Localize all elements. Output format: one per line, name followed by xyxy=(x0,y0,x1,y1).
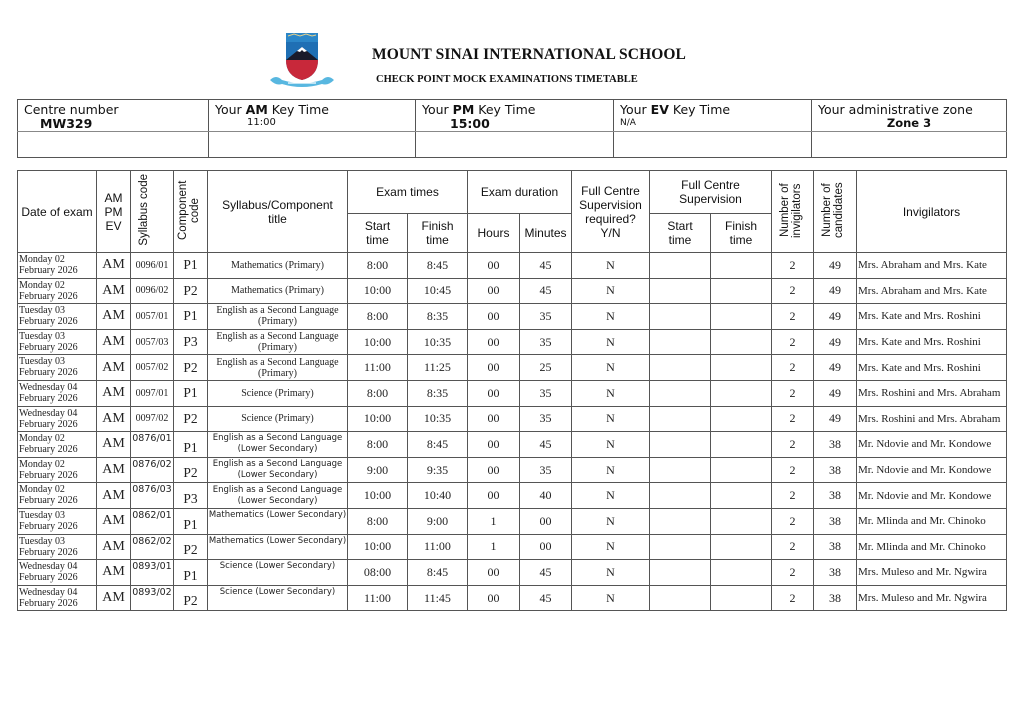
component-title: English as a Second Language (Primary) xyxy=(208,329,348,355)
start-time: 11:00 xyxy=(348,585,408,611)
centre-number-cell xyxy=(18,100,209,132)
component-code: P1 xyxy=(174,560,208,586)
duration-hours: 00 xyxy=(468,432,520,458)
finish-time: 9:00 xyxy=(408,508,468,534)
exam-date: Monday 02 February 2026 xyxy=(18,457,97,483)
school-name: MOUNT SINAI INTERNATIONAL SCHOOL xyxy=(372,46,686,63)
session: AM xyxy=(97,560,131,586)
fcs-start-time xyxy=(650,355,711,381)
finish-time: 11:45 xyxy=(408,585,468,611)
component-code: P1 xyxy=(174,508,208,534)
start-time: 10:00 xyxy=(348,278,408,304)
syllabus-code: 0862/02 xyxy=(131,534,174,560)
header-fcs-finish-time: Finish time xyxy=(711,214,772,253)
header-finish-time: Finish time xyxy=(408,214,468,253)
syllabus-code: 0862/01 xyxy=(131,508,174,534)
component-title: Science (Lower Secondary) xyxy=(208,585,348,611)
session: AM xyxy=(97,329,131,355)
candidate-count: 38 xyxy=(814,457,857,483)
component-title: English as a Second Language (Lower Secondary) xyxy=(208,483,348,509)
syllabus-code: 0057/02 xyxy=(131,355,174,381)
table-row xyxy=(18,560,1007,586)
session: AM xyxy=(97,508,131,534)
am-key-time-label: Your AM Key Time xyxy=(215,102,329,117)
table-row xyxy=(18,508,1007,534)
syllabus-code: 0097/02 xyxy=(131,406,174,432)
fcs-finish-time xyxy=(711,304,772,330)
table-row xyxy=(18,380,1007,406)
table-row xyxy=(18,432,1007,458)
invigilator-names: Mr. Ndovie and Mr. Kondowe xyxy=(857,457,1007,483)
component-title: Mathematics (Primary) xyxy=(208,253,348,279)
duration-minutes: 35 xyxy=(520,380,572,406)
duration-hours: 00 xyxy=(468,457,520,483)
table-row xyxy=(18,534,1007,560)
exam-date: Monday 02 February 2026 xyxy=(18,253,97,279)
session: AM xyxy=(97,585,131,611)
full-centre-supervision-flag: N xyxy=(572,534,650,560)
start-time: 8:00 xyxy=(348,508,408,534)
duration-minutes: 35 xyxy=(520,457,572,483)
finish-time: 10:35 xyxy=(408,329,468,355)
candidate-count: 49 xyxy=(814,380,857,406)
am-key-time-cell xyxy=(209,100,416,132)
header-hours: Hours xyxy=(468,214,520,253)
start-time: 10:00 xyxy=(348,483,408,509)
header-num-candidates: Number of candidates xyxy=(814,171,857,253)
duration-hours: 1 xyxy=(468,534,520,560)
invigilator-count: 2 xyxy=(772,278,814,304)
admin-zone-label: Your administrative zone xyxy=(818,102,973,117)
finish-time: 8:35 xyxy=(408,304,468,330)
full-centre-supervision-flag: N xyxy=(572,483,650,509)
fcs-finish-time xyxy=(711,483,772,509)
pm-key-time-cell xyxy=(416,100,614,132)
full-centre-supervision-flag: N xyxy=(572,380,650,406)
duration-hours: 00 xyxy=(468,304,520,330)
session: AM xyxy=(97,483,131,509)
header-invigilators: Invigilators xyxy=(857,171,1007,253)
duration-minutes: 00 xyxy=(520,534,572,560)
finish-time: 8:35 xyxy=(408,380,468,406)
admin-zone-cell xyxy=(812,100,1007,132)
full-centre-supervision-flag: N xyxy=(572,355,650,381)
fcs-start-time xyxy=(650,432,711,458)
table-row xyxy=(18,355,1007,381)
admin-zone-value: Zone 3 xyxy=(886,116,932,130)
session: AM xyxy=(97,355,131,381)
invigilator-count: 2 xyxy=(772,560,814,586)
blank-cell xyxy=(614,132,812,158)
session: AM xyxy=(97,278,131,304)
invigilator-names: Mrs. Roshini and Mrs. Abraham xyxy=(857,380,1007,406)
table-row xyxy=(18,406,1007,432)
component-code: P2 xyxy=(174,406,208,432)
blank-cell xyxy=(18,132,209,158)
fcs-finish-time xyxy=(711,457,772,483)
fcs-finish-time xyxy=(711,585,772,611)
duration-minutes: 35 xyxy=(520,406,572,432)
component-title: Mathematics (Primary) xyxy=(208,278,348,304)
full-centre-supervision-flag: N xyxy=(572,253,650,279)
invigilator-count: 2 xyxy=(772,329,814,355)
component-title: Mathematics (Lower Secondary) xyxy=(208,534,348,560)
exam-timetable xyxy=(17,170,1007,611)
start-time: 10:00 xyxy=(348,406,408,432)
candidate-count: 49 xyxy=(814,406,857,432)
invigilator-names: Mrs. Muleso and Mr. Ngwira xyxy=(857,585,1007,611)
duration-hours: 00 xyxy=(468,355,520,381)
finish-time: 10:35 xyxy=(408,406,468,432)
invigilator-count: 2 xyxy=(772,483,814,509)
table-row xyxy=(18,278,1007,304)
session: AM xyxy=(97,380,131,406)
header-minutes: Minutes xyxy=(520,214,572,253)
full-centre-supervision-flag: N xyxy=(572,560,650,586)
exam-date: Tuesday 03 February 2026 xyxy=(18,355,97,381)
finish-time: 9:35 xyxy=(408,457,468,483)
fcs-start-time xyxy=(650,585,711,611)
invigilator-names: Mrs. Kate and Mrs. Roshini xyxy=(857,329,1007,355)
duration-hours: 00 xyxy=(468,329,520,355)
finish-time: 11:25 xyxy=(408,355,468,381)
candidate-count: 49 xyxy=(814,304,857,330)
fcs-start-time xyxy=(650,278,711,304)
finish-time: 8:45 xyxy=(408,560,468,586)
start-time: 10:00 xyxy=(348,534,408,560)
header-full-centre-supervision: Full Centre Supervision xyxy=(650,171,772,214)
component-code: P2 xyxy=(174,534,208,560)
finish-time: 8:45 xyxy=(408,432,468,458)
header-fcs-start-time: Start time xyxy=(650,214,711,253)
start-time: 11:00 xyxy=(348,355,408,381)
fcs-start-time xyxy=(650,560,711,586)
invigilator-count: 2 xyxy=(772,406,814,432)
syllabus-code: 0096/02 xyxy=(131,278,174,304)
syllabus-code: 0057/03 xyxy=(131,329,174,355)
fcs-start-time xyxy=(650,304,711,330)
full-centre-supervision-flag: N xyxy=(572,329,650,355)
syllabus-code: 0876/01 xyxy=(131,432,174,458)
centre-info-table xyxy=(17,99,1007,158)
component-title: English as a Second Language (Lower Secondary) xyxy=(208,457,348,483)
header-date: Date of exam xyxy=(18,171,97,253)
fcs-finish-time xyxy=(711,534,772,560)
duration-minutes: 45 xyxy=(520,253,572,279)
full-centre-supervision-flag: N xyxy=(572,508,650,534)
duration-minutes: 45 xyxy=(520,432,572,458)
candidate-count: 49 xyxy=(814,355,857,381)
component-code: P2 xyxy=(174,457,208,483)
school-crest-icon xyxy=(266,30,338,90)
header-num-invigilators: Number of invigilators xyxy=(772,171,814,253)
component-title: Science (Primary) xyxy=(208,380,348,406)
ev-key-time-label: Your EV Key Time xyxy=(620,102,731,117)
finish-time: 10:40 xyxy=(408,483,468,509)
finish-time: 11:00 xyxy=(408,534,468,560)
table-row xyxy=(18,457,1007,483)
fcs-finish-time xyxy=(711,278,772,304)
component-title: English as a Second Language (Primary) xyxy=(208,304,348,330)
ev-key-time-value: N/A xyxy=(620,118,636,128)
start-time: 8:00 xyxy=(348,432,408,458)
ev-key-time-cell xyxy=(614,100,812,132)
exam-date: Tuesday 03 February 2026 xyxy=(18,329,97,355)
session: AM xyxy=(97,304,131,330)
invigilator-names: Mr. Ndovie and Mr. Kondowe xyxy=(857,432,1007,458)
exam-date: Wednesday 04 February 2026 xyxy=(18,560,97,586)
duration-hours: 00 xyxy=(468,406,520,432)
invigilator-names: Mr. Mlinda and Mr. Chinoko xyxy=(857,534,1007,560)
full-centre-supervision-flag: N xyxy=(572,406,650,432)
blank-cell xyxy=(416,132,614,158)
full-centre-supervision-flag: N xyxy=(572,304,650,330)
invigilator-count: 2 xyxy=(772,304,814,330)
candidate-count: 38 xyxy=(814,483,857,509)
fcs-start-time xyxy=(650,253,711,279)
syllabus-code: 0057/01 xyxy=(131,304,174,330)
exam-date: Tuesday 03 February 2026 xyxy=(18,534,97,560)
component-code: P3 xyxy=(174,483,208,509)
duration-minutes: 45 xyxy=(520,560,572,586)
invigilator-names: Mrs. Roshini and Mrs. Abraham xyxy=(857,406,1007,432)
candidate-count: 38 xyxy=(814,560,857,586)
duration-hours: 00 xyxy=(468,380,520,406)
invigilator-count: 2 xyxy=(772,457,814,483)
exam-date: Monday 02 February 2026 xyxy=(18,278,97,304)
session: AM xyxy=(97,534,131,560)
blank-cell xyxy=(209,132,416,158)
blank-cell xyxy=(812,132,1007,158)
fcs-start-time xyxy=(650,329,711,355)
fcs-start-time xyxy=(650,457,711,483)
session: AM xyxy=(97,406,131,432)
component-title: Science (Lower Secondary) xyxy=(208,560,348,586)
session: AM xyxy=(97,457,131,483)
fcs-finish-time xyxy=(711,380,772,406)
centre-number-label: Centre number xyxy=(24,102,119,117)
document-title: CHECK POINT MOCK EXAMINATIONS TIMETABLE xyxy=(376,74,638,85)
invigilator-names: Mr. Ndovie and Mr. Kondowe xyxy=(857,483,1007,509)
finish-time: 10:45 xyxy=(408,278,468,304)
fcs-finish-time xyxy=(711,355,772,381)
fcs-start-time xyxy=(650,508,711,534)
fcs-start-time xyxy=(650,483,711,509)
component-title: Science (Primary) xyxy=(208,406,348,432)
table-row xyxy=(18,483,1007,509)
am-key-time-value: 11:00 xyxy=(247,117,276,128)
duration-hours: 00 xyxy=(468,253,520,279)
duration-hours: 00 xyxy=(468,483,520,509)
header-session: AM PM EV xyxy=(97,171,131,253)
header-start-time: Start time xyxy=(348,214,408,253)
duration-hours: 1 xyxy=(468,508,520,534)
duration-minutes: 35 xyxy=(520,304,572,330)
full-centre-supervision-flag: N xyxy=(572,457,650,483)
header-exam-times: Exam times xyxy=(348,171,468,214)
syllabus-code: 0876/03 xyxy=(131,483,174,509)
duration-hours: 00 xyxy=(468,585,520,611)
duration-hours: 00 xyxy=(468,560,520,586)
invigilator-count: 2 xyxy=(772,380,814,406)
table-row xyxy=(18,304,1007,330)
syllabus-code: 0097/01 xyxy=(131,380,174,406)
start-time: 08:00 xyxy=(348,560,408,586)
finish-time: 8:45 xyxy=(408,253,468,279)
candidate-count: 38 xyxy=(814,585,857,611)
fcs-finish-time xyxy=(711,560,772,586)
candidate-count: 38 xyxy=(814,432,857,458)
document-header xyxy=(0,0,1024,96)
syllabus-code: 0893/02 xyxy=(131,585,174,611)
table-row xyxy=(18,253,1007,279)
fcs-finish-time xyxy=(711,508,772,534)
invigilator-names: Mrs. Abraham and Mrs. Kate xyxy=(857,253,1007,279)
pm-key-time-value: 15:00 xyxy=(450,116,490,131)
invigilator-count: 2 xyxy=(772,253,814,279)
syllabus-code: 0876/02 xyxy=(131,457,174,483)
component-code: P2 xyxy=(174,355,208,381)
header-title: Syllabus/Component title xyxy=(208,171,348,253)
duration-hours: 00 xyxy=(468,278,520,304)
fcs-start-time xyxy=(650,406,711,432)
syllabus-code: 0893/01 xyxy=(131,560,174,586)
exam-date: Wednesday 04 February 2026 xyxy=(18,585,97,611)
exam-date: Tuesday 03 February 2026 xyxy=(18,508,97,534)
invigilator-count: 2 xyxy=(772,432,814,458)
full-centre-supervision-flag: N xyxy=(572,585,650,611)
duration-minutes: 35 xyxy=(520,329,572,355)
duration-minutes: 40 xyxy=(520,483,572,509)
header-exam-duration: Exam duration xyxy=(468,171,572,214)
fcs-finish-time xyxy=(711,406,772,432)
duration-minutes: 00 xyxy=(520,508,572,534)
exam-date: Tuesday 03 February 2026 xyxy=(18,304,97,330)
component-code: P1 xyxy=(174,432,208,458)
component-title: Mathematics (Lower Secondary) xyxy=(208,508,348,534)
invigilator-count: 2 xyxy=(772,355,814,381)
start-time: 8:00 xyxy=(348,304,408,330)
candidate-count: 49 xyxy=(814,329,857,355)
candidate-count: 49 xyxy=(814,253,857,279)
fcs-start-time xyxy=(650,534,711,560)
start-time: 8:00 xyxy=(348,253,408,279)
invigilator-names: Mrs. Kate and Mrs. Roshini xyxy=(857,304,1007,330)
start-time: 10:00 xyxy=(348,329,408,355)
duration-minutes: 45 xyxy=(520,278,572,304)
invigilator-names: Mrs. Kate and Mrs. Roshini xyxy=(857,355,1007,381)
candidate-count: 49 xyxy=(814,278,857,304)
table-row xyxy=(18,585,1007,611)
component-code: P1 xyxy=(174,380,208,406)
full-centre-supervision-flag: N xyxy=(572,432,650,458)
exam-date: Wednesday 04 February 2026 xyxy=(18,380,97,406)
pm-key-time-label: Your PM Key Time xyxy=(422,102,536,117)
exam-date: Monday 02 February 2026 xyxy=(18,432,97,458)
header-syllabus-code: Syllabus code xyxy=(131,171,174,253)
component-title: English as a Second Language (Lower Secondary) xyxy=(208,432,348,458)
candidate-count: 38 xyxy=(814,508,857,534)
fcs-start-time xyxy=(650,380,711,406)
header-full-centre-required: Full Centre Supervision required? Y/N xyxy=(572,171,650,253)
start-time: 9:00 xyxy=(348,457,408,483)
invigilator-names: Mr. Mlinda and Mr. Chinoko xyxy=(857,508,1007,534)
start-time: 8:00 xyxy=(348,380,408,406)
component-code: P1 xyxy=(174,253,208,279)
duration-minutes: 25 xyxy=(520,355,572,381)
invigilator-names: Mrs. Muleso and Mr. Ngwira xyxy=(857,560,1007,586)
session: AM xyxy=(97,432,131,458)
invigilator-count: 2 xyxy=(772,508,814,534)
header-component-code: Component code xyxy=(174,171,208,253)
component-title: English as a Second Language (Primary) xyxy=(208,355,348,381)
exam-date: Monday 02 February 2026 xyxy=(18,483,97,509)
component-code: P2 xyxy=(174,278,208,304)
invigilator-names: Mrs. Abraham and Mrs. Kate xyxy=(857,278,1007,304)
duration-minutes: 45 xyxy=(520,585,572,611)
table-row xyxy=(18,329,1007,355)
full-centre-supervision-flag: N xyxy=(572,278,650,304)
invigilator-count: 2 xyxy=(772,585,814,611)
centre-number-value: MW329 xyxy=(40,116,93,131)
syllabus-code: 0096/01 xyxy=(131,253,174,279)
fcs-finish-time xyxy=(711,329,772,355)
exam-date: Wednesday 04 February 2026 xyxy=(18,406,97,432)
component-code: P1 xyxy=(174,304,208,330)
fcs-finish-time xyxy=(711,253,772,279)
candidate-count: 38 xyxy=(814,534,857,560)
invigilator-count: 2 xyxy=(772,534,814,560)
component-code: P2 xyxy=(174,585,208,611)
fcs-finish-time xyxy=(711,432,772,458)
session: AM xyxy=(97,253,131,279)
component-code: P3 xyxy=(174,329,208,355)
